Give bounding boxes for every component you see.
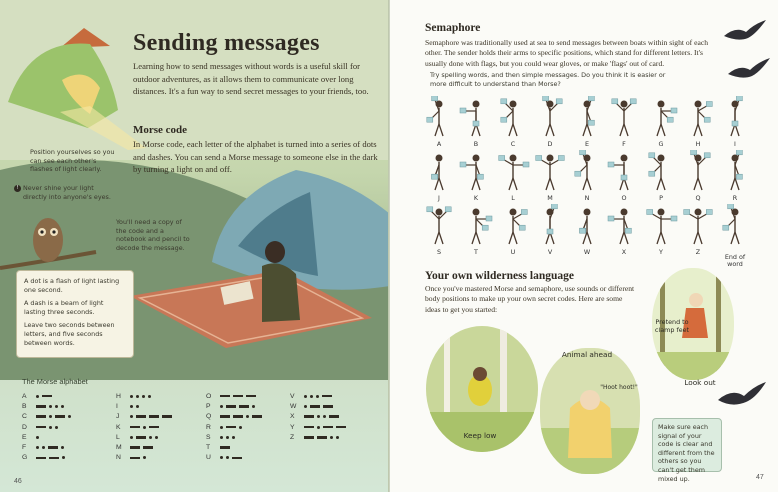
semaphore-letter: R	[732, 194, 738, 202]
morse-row	[22, 412, 110, 422]
morse-dash	[220, 415, 230, 418]
morse-row	[290, 422, 378, 432]
semaphore-figure	[607, 96, 641, 148]
semaphore-figure-drawing	[681, 150, 715, 192]
semaphore-letter: N	[584, 194, 590, 202]
tip-position: Position yourselves so you can see each other's flashes of light clearly.	[30, 148, 115, 174]
morse-dash	[336, 426, 346, 429]
morse-dot	[130, 405, 133, 408]
semaphore-figure	[496, 96, 530, 148]
warning-icon: !	[14, 185, 21, 192]
semaphore-figure	[496, 204, 530, 256]
morse-letter: N	[116, 454, 121, 462]
morse-dot	[42, 446, 45, 449]
morse-letter: A	[22, 392, 27, 400]
semaphore-figure-drawing	[607, 204, 641, 246]
morse-code	[36, 395, 52, 398]
morse-dash	[246, 395, 256, 398]
page-number-left: 46	[14, 478, 22, 485]
morse-letter: L	[116, 433, 120, 441]
semaphore-figure-drawing	[718, 96, 752, 138]
morse-code	[130, 436, 158, 439]
semaphore-figure	[644, 150, 678, 202]
morse-code	[130, 446, 153, 449]
morse-code	[130, 456, 146, 459]
semaphore-letter: K	[473, 194, 479, 202]
semaphore-letter: G	[658, 140, 664, 148]
morse-dot	[155, 436, 158, 439]
owl	[33, 218, 63, 262]
semaphore-figure	[459, 96, 493, 148]
semaphore-letter: D	[547, 140, 553, 148]
morse-letter: F	[22, 444, 27, 452]
semaphore-figure-drawing	[644, 204, 678, 246]
morse-dash	[323, 426, 333, 429]
morse-letter: C	[22, 413, 27, 421]
morse-dash	[130, 457, 140, 460]
morse-dot	[130, 415, 133, 418]
caption-animal-ahead: Animal ahead	[561, 350, 613, 359]
morse-dot	[136, 405, 139, 408]
semaphore-heading: Semaphore	[425, 22, 481, 34]
morse-letter: J	[116, 413, 120, 421]
semaphore-figure	[644, 96, 678, 148]
morse-row	[22, 432, 110, 442]
morse-dash	[36, 405, 46, 408]
morse-letter: Y	[290, 423, 295, 431]
morse-dot	[49, 405, 52, 408]
caption-look-out: Look out	[684, 378, 716, 387]
semaphore-figure-drawing	[570, 150, 604, 192]
morse-dot	[61, 405, 64, 408]
morse-dash	[220, 446, 230, 449]
morse-letter: P	[206, 402, 211, 410]
morse-row	[22, 401, 110, 411]
semaphore-figure	[718, 96, 752, 148]
morse-row	[206, 401, 294, 411]
morse-dash	[36, 426, 46, 429]
morse-code	[220, 395, 256, 398]
semaphore-figure	[570, 96, 604, 148]
semaphore-letter: H	[695, 140, 701, 148]
semaphore-figure-drawing	[718, 150, 752, 192]
morse-letter: W	[290, 402, 297, 410]
morse-letter: B	[22, 402, 27, 410]
semaphore-figure-drawing	[644, 96, 678, 138]
semaphore-figure	[718, 204, 752, 268]
morse-column	[290, 391, 378, 442]
morse-dash	[220, 395, 230, 398]
semaphore-figure-drawing	[533, 96, 567, 138]
morse-dot	[330, 436, 333, 439]
morse-dot	[336, 436, 339, 439]
semaphore-letter: X	[621, 248, 627, 256]
semaphore-figure	[533, 150, 567, 202]
morse-dot	[323, 415, 326, 418]
morse-letter: O	[206, 392, 212, 400]
alphabet-title: The Morse alphabet	[22, 377, 88, 386]
morse-dash	[36, 457, 46, 460]
semaphore-figure-drawing	[496, 204, 530, 246]
morse-dash	[136, 415, 146, 418]
morse-code	[130, 426, 159, 429]
morse-code	[36, 405, 64, 408]
wild-heading: Your own wilderness language	[425, 270, 574, 282]
morse-dot	[246, 415, 249, 418]
morse-row	[116, 453, 204, 463]
morse-row	[206, 432, 294, 442]
semaphore-letter: W	[583, 248, 591, 256]
morse-dot	[61, 446, 64, 449]
morse-dot	[36, 395, 39, 398]
morse-dash	[36, 415, 46, 418]
morse-letter: E	[22, 433, 27, 441]
morse-dot	[316, 395, 319, 398]
semaphore-letter: C	[510, 140, 516, 148]
morse-dot	[304, 395, 307, 398]
semaphore-letter: P	[659, 194, 663, 202]
caption-keep-low: Keep low	[463, 431, 497, 440]
morse-note-box	[16, 270, 134, 358]
morse-dash	[49, 457, 59, 460]
morse-dash	[149, 415, 159, 418]
semaphore-letter: I	[734, 140, 736, 148]
intro-text: Learning how to send messages without words is a useful skill for outdoor adventures, as it allows them to communicate over long distances. It's a fun way to send secret messages to your friends, too.	[133, 61, 369, 97]
morse-row	[206, 442, 294, 452]
morse-dash	[252, 415, 262, 418]
morse-dot	[220, 456, 223, 459]
morse-dot	[310, 395, 313, 398]
morse-code	[36, 456, 65, 459]
morse-dot	[220, 436, 223, 439]
page-number-right: 47	[756, 474, 764, 481]
caption-pretend: Pretend to clamp feet	[654, 318, 690, 334]
semaphore-letter: Q	[695, 194, 701, 202]
morse-code	[304, 426, 346, 429]
morse-body: In Morse code, each letter of the alphabet is turned into a series of dots and dashes. You can send a Morse message to someone else in the dark by turning a light on and off.	[133, 139, 378, 175]
morse-code	[304, 395, 332, 398]
birds-illustration	[720, 16, 772, 86]
semaphore-figure	[496, 150, 530, 202]
morse-dash	[304, 415, 314, 418]
semaphore-letter: E	[584, 140, 590, 148]
morse-dash	[304, 426, 314, 429]
semaphore-figure	[533, 204, 567, 256]
note-gap: Leave two seconds between letters, and five seconds between words.	[24, 321, 115, 347]
semaphore-figure	[422, 150, 456, 202]
morse-row	[22, 422, 110, 432]
semaphore-figure-drawing	[422, 204, 456, 246]
morse-letter: X	[290, 413, 295, 421]
morse-row	[290, 391, 378, 401]
morse-letter: H	[116, 392, 121, 400]
morse-dash	[322, 395, 332, 398]
semaphore-figure	[459, 204, 493, 256]
semaphore-figure-drawing	[681, 204, 715, 246]
morse-dot	[304, 405, 307, 408]
morse-code	[36, 415, 71, 418]
semaphore-figure-drawing	[422, 150, 456, 192]
morse-code	[220, 446, 230, 449]
page-title: Sending messages	[133, 30, 320, 56]
morse-dash	[329, 415, 339, 418]
morse-code	[304, 436, 339, 439]
right-page	[390, 0, 778, 492]
morse-dot	[36, 436, 39, 439]
morse-row	[22, 391, 110, 401]
morse-column	[22, 391, 110, 463]
morse-code	[220, 415, 262, 418]
morse-dot	[232, 436, 235, 439]
tip-warning-wrap	[14, 184, 112, 201]
semaphore-figure	[681, 150, 715, 202]
morse-row	[206, 422, 294, 432]
morse-row	[22, 442, 110, 452]
morse-dot	[136, 395, 139, 398]
morse-code	[220, 436, 235, 439]
semaphore-letter: V	[547, 248, 553, 256]
semaphore-letter: O	[621, 194, 627, 202]
semaphore-figure-drawing	[607, 150, 641, 192]
morse-dash	[55, 415, 65, 418]
semaphore-letter: Z	[695, 248, 701, 256]
morse-letter: T	[206, 444, 211, 452]
semaphore-letter: S	[436, 248, 442, 256]
semaphore-letter: M	[547, 194, 553, 202]
semaphore-letter: J	[438, 194, 440, 202]
semaphore-try: Try spelling words, and then simple messages. Do you think it is easier or more difficult to understand than Morse?	[430, 71, 666, 88]
morse-row	[116, 422, 204, 432]
tip-copy: You'll need a copy of the code and a notebook and pencil to decode the message.	[116, 218, 190, 252]
morse-dash	[323, 405, 333, 408]
morse-dot	[130, 436, 133, 439]
morse-code	[304, 415, 339, 418]
morse-code	[36, 436, 39, 439]
morse-code	[36, 446, 64, 449]
morse-dot	[130, 395, 133, 398]
morse-dot	[143, 456, 146, 459]
semaphore-figure	[570, 204, 604, 256]
morse-dash	[233, 415, 243, 418]
morse-code	[220, 426, 242, 429]
morse-letter: D	[22, 423, 27, 431]
morse-dot	[68, 415, 71, 418]
morse-letter: S	[206, 433, 211, 441]
semaphore-figure-drawing	[681, 96, 715, 138]
morse-dot	[220, 405, 223, 408]
morse-dot	[49, 415, 52, 418]
morse-dot	[36, 446, 39, 449]
make-sure-box: Make sure each signal of your code is clear and different from the others so you can't get them mixed up.	[652, 418, 722, 472]
semaphore-figure	[459, 150, 493, 202]
semaphore-figure	[422, 204, 456, 256]
morse-row	[206, 412, 294, 422]
morse-heading: Morse code	[133, 124, 188, 136]
vignette-animal	[540, 348, 640, 474]
semaphore-figure	[681, 96, 715, 148]
semaphore-figure-drawing	[718, 204, 752, 246]
morse-letter: U	[206, 454, 211, 462]
morse-dash	[130, 426, 140, 429]
morse-letter: Z	[290, 433, 295, 441]
semaphore-figure	[607, 204, 641, 256]
morse-dot	[142, 395, 145, 398]
semaphore-figure-drawing	[459, 204, 493, 246]
morse-row	[116, 442, 204, 452]
morse-row	[290, 432, 378, 442]
morse-dash	[310, 405, 320, 408]
semaphore-figure-drawing	[496, 150, 530, 192]
morse-letter: G	[22, 454, 28, 462]
tip-warning: Never shine your light directly into anyone's eyes.	[23, 184, 111, 201]
morse-letter: R	[206, 423, 211, 431]
morse-letter: V	[290, 392, 295, 400]
morse-letter: M	[116, 444, 122, 452]
morse-row	[22, 453, 110, 463]
morse-dash	[136, 436, 146, 439]
morse-dot	[252, 405, 255, 408]
morse-code	[220, 456, 242, 459]
semaphore-figure	[681, 204, 715, 256]
semaphore-figure-drawing	[422, 96, 456, 138]
semaphore-figure	[607, 150, 641, 202]
morse-dash	[130, 446, 140, 449]
semaphore-figure	[718, 150, 752, 202]
morse-row	[116, 432, 204, 442]
morse-dash	[317, 436, 327, 439]
semaphore-figure-drawing	[496, 96, 530, 138]
note-dash: A dash is a beam of light lasting three seconds.	[24, 299, 104, 316]
morse-row	[290, 401, 378, 411]
morse-row	[116, 391, 204, 401]
morse-code	[130, 415, 172, 418]
morse-column	[116, 391, 204, 463]
semaphore-figure-drawing	[533, 150, 567, 192]
morse-row	[290, 412, 378, 422]
morse-letter: I	[116, 402, 118, 410]
morse-dot	[149, 436, 152, 439]
morse-dash	[232, 457, 242, 460]
morse-row	[206, 391, 294, 401]
morse-dash	[239, 405, 249, 408]
morse-letter: Q	[206, 413, 212, 421]
semaphore-letter: L	[511, 194, 515, 202]
morse-dot	[62, 456, 65, 459]
morse-dash	[48, 446, 58, 449]
semaphore-figure	[644, 204, 678, 256]
morse-dot	[143, 426, 146, 429]
child-head	[265, 241, 285, 263]
morse-dash	[149, 426, 159, 429]
semaphore-letter: U	[510, 248, 516, 256]
semaphore-letter: B	[473, 140, 479, 148]
morse-code	[130, 395, 151, 398]
semaphore-figure-drawing	[533, 204, 567, 246]
morse-dash	[162, 415, 172, 418]
semaphore-letter: A	[436, 140, 442, 148]
semaphore-figure	[533, 96, 567, 148]
morse-dot	[239, 426, 242, 429]
morse-dash	[143, 446, 153, 449]
morse-column	[206, 391, 294, 463]
semaphore-figure-drawing	[570, 96, 604, 138]
morse-dot	[317, 415, 320, 418]
morse-row	[206, 453, 294, 463]
morse-code	[220, 405, 255, 408]
morse-dot	[317, 426, 320, 429]
semaphore-letter: Y	[659, 248, 663, 256]
wild-body: Once you've mastered Morse and semaphore, use sounds or different body positions to make up your own secret codes. Here are some ideas to get you started:	[425, 284, 635, 314]
caption-hoot: "Hoot hoot!"	[600, 384, 638, 391]
semaphore-figure-drawing	[459, 96, 493, 138]
semaphore-figure-drawing	[607, 96, 641, 138]
semaphore-figure-drawing	[570, 204, 604, 246]
semaphore-letter: F	[622, 140, 626, 148]
morse-row	[116, 401, 204, 411]
morse-dot	[148, 395, 151, 398]
morse-dot	[49, 426, 52, 429]
morse-dot	[226, 456, 229, 459]
semaphore-letter: T	[474, 248, 478, 256]
morse-code	[130, 405, 139, 408]
morse-dash	[233, 395, 243, 398]
semaphore-body: Semaphore was traditionally used at sea to send messages between boats within sight of each other. The sender holds their arms to specific positions, which stand for different letters. It's usually done with flags, but you could wear gloves, or make 'flags' out of card.	[425, 38, 709, 68]
morse-dash	[304, 436, 314, 439]
bird-small-illustration	[716, 380, 768, 416]
semaphore-figure-drawing	[459, 150, 493, 192]
morse-dot	[55, 426, 58, 429]
semaphore-figure	[422, 96, 456, 148]
semaphore-figure	[570, 150, 604, 202]
note-dot: A dot is a flash of light lasting one second.	[24, 277, 120, 294]
morse-dot	[226, 436, 229, 439]
semaphore-letter: End of word	[724, 253, 746, 268]
morse-dash	[226, 405, 236, 408]
morse-dot	[220, 426, 223, 429]
morse-dot	[55, 405, 58, 408]
morse-dash	[42, 395, 52, 398]
morse-dash	[226, 426, 236, 429]
morse-code	[36, 426, 58, 429]
morse-row	[116, 412, 204, 422]
morse-code	[304, 405, 333, 408]
morse-letter: K	[116, 423, 121, 431]
semaphore-figure-drawing	[644, 150, 678, 192]
